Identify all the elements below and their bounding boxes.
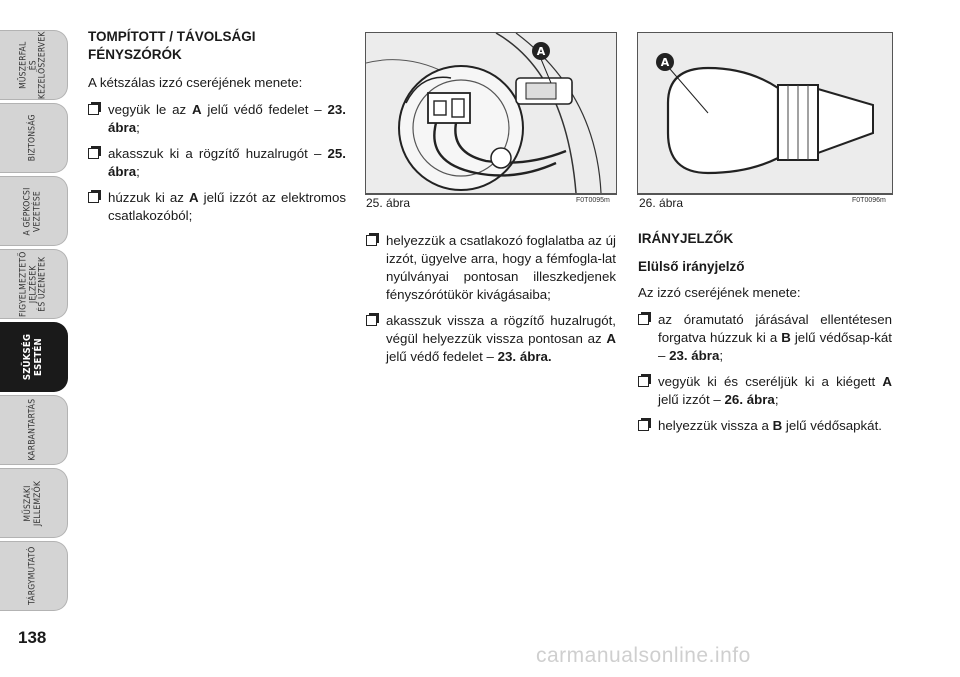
list-item: az óramutató járásával ellentétesen forgatva húzzuk ki a B jelű védősap-kát – 23. ábra;: [638, 311, 892, 365]
intro-text: A kétszálas izzó cseréjének menete:: [88, 75, 303, 90]
right-column: [638, 230, 892, 443]
tab-label: KARBANTARTÁS: [27, 398, 38, 462]
list-item: vegyük ki és cseréljük ki a kiégett A jelű izzót – 26. ábra;: [638, 373, 892, 409]
step-list: [366, 232, 616, 366]
list-item: akasszuk vissza a rögzítő huzalrugót, végül helyezzük vissza pontosan az A jelű védő fedelet – 23. ábra.: [366, 312, 616, 366]
figure-26-illustration: [637, 32, 893, 194]
page-number: 138: [18, 628, 47, 647]
step-list: [638, 311, 892, 435]
section-subtitle: Elülső irányjelző: [638, 259, 745, 274]
tab-targymutato[interactable]: [0, 541, 68, 611]
left-column: [88, 28, 346, 233]
checkbox-bullet-icon: [638, 314, 649, 325]
list-item: akasszuk ki a rögzítő huzalrugót – 25. ábra;: [88, 145, 346, 181]
list-item: vegyük le az A jelű védő fedelet – 23. ábra;: [88, 101, 346, 137]
tab-label: TÁRGYMUTATÓ: [27, 546, 38, 606]
tab-muszerfal[interactable]: [0, 30, 68, 100]
tab-label: A GÉPKOCSI VEZETÉSE: [22, 186, 43, 236]
callout-a-label: A: [660, 56, 670, 69]
checkbox-bullet-icon: [88, 192, 99, 203]
figure-divider: [365, 194, 617, 195]
section-title: IRÁNYJELZŐK: [638, 231, 734, 246]
checkbox-bullet-icon: [88, 104, 99, 115]
list-item: helyezzük a csatlakozó foglalatba az új izzót, ügyelve arra, hogy a fémfogla-lat nyúlványai pontosan illeszkedjenek fényszórótükör kivágásaiba;: [366, 232, 616, 304]
checkbox-bullet-icon: [638, 376, 649, 387]
tab-muszaki-jellemzok[interactable]: [0, 468, 68, 538]
tab-figyelmezteto[interactable]: [0, 249, 68, 319]
intro-text: Az izzó cseréjének menete:: [638, 285, 801, 300]
tab-label: BIZTONSÁG: [27, 114, 38, 162]
tab-karbantartas[interactable]: [0, 395, 68, 465]
callout-a-label: A: [536, 45, 546, 58]
checkbox-bullet-icon: [366, 235, 377, 246]
tab-gepkocsi-vezetese[interactable]: [0, 176, 68, 246]
figure-caption: 25. ábra: [366, 196, 411, 210]
tab-label: MŰSZERFAL ÉS KEZELŐSZERVEK: [18, 31, 48, 99]
figure-code: F0T0095m: [576, 197, 610, 204]
list-item: helyezzük vissza a B jelű védősapkát.: [638, 417, 892, 435]
tab-label: FIGYELMEZTETŐ JELZÉSEK ÉS ÜZENETEK: [18, 251, 48, 317]
turn-signal-bulb-drawing: [638, 33, 892, 193]
headlamp-bulb-drawing: [366, 33, 616, 193]
section-title: TOMPÍTOTT / TÁVOLSÁGI FÉNYSZÓRÓK: [88, 29, 256, 62]
tab-biztonsag[interactable]: [0, 103, 68, 173]
figure-code: F0T0096m: [852, 197, 886, 204]
tab-szukseg-eseten[interactable]: [0, 322, 68, 392]
figure-25-illustration: [365, 32, 617, 194]
tab-label: MŰSZAKI JELLEMZŐK: [22, 480, 43, 526]
figure-divider: [637, 194, 893, 195]
step-list: [88, 101, 346, 225]
list-item: húzzuk ki az A jelű izzót az elektromos csatlakozóból;: [88, 189, 346, 225]
checkbox-bullet-icon: [88, 148, 99, 159]
checkbox-bullet-icon: [366, 315, 377, 326]
checkbox-bullet-icon: [638, 420, 649, 431]
middle-column: [366, 232, 616, 374]
tab-label: SZÜKSÉG ESETÉN: [22, 333, 45, 381]
watermark: carmanualsonline.info: [536, 644, 751, 667]
figure-caption: 26. ábra: [639, 196, 684, 210]
